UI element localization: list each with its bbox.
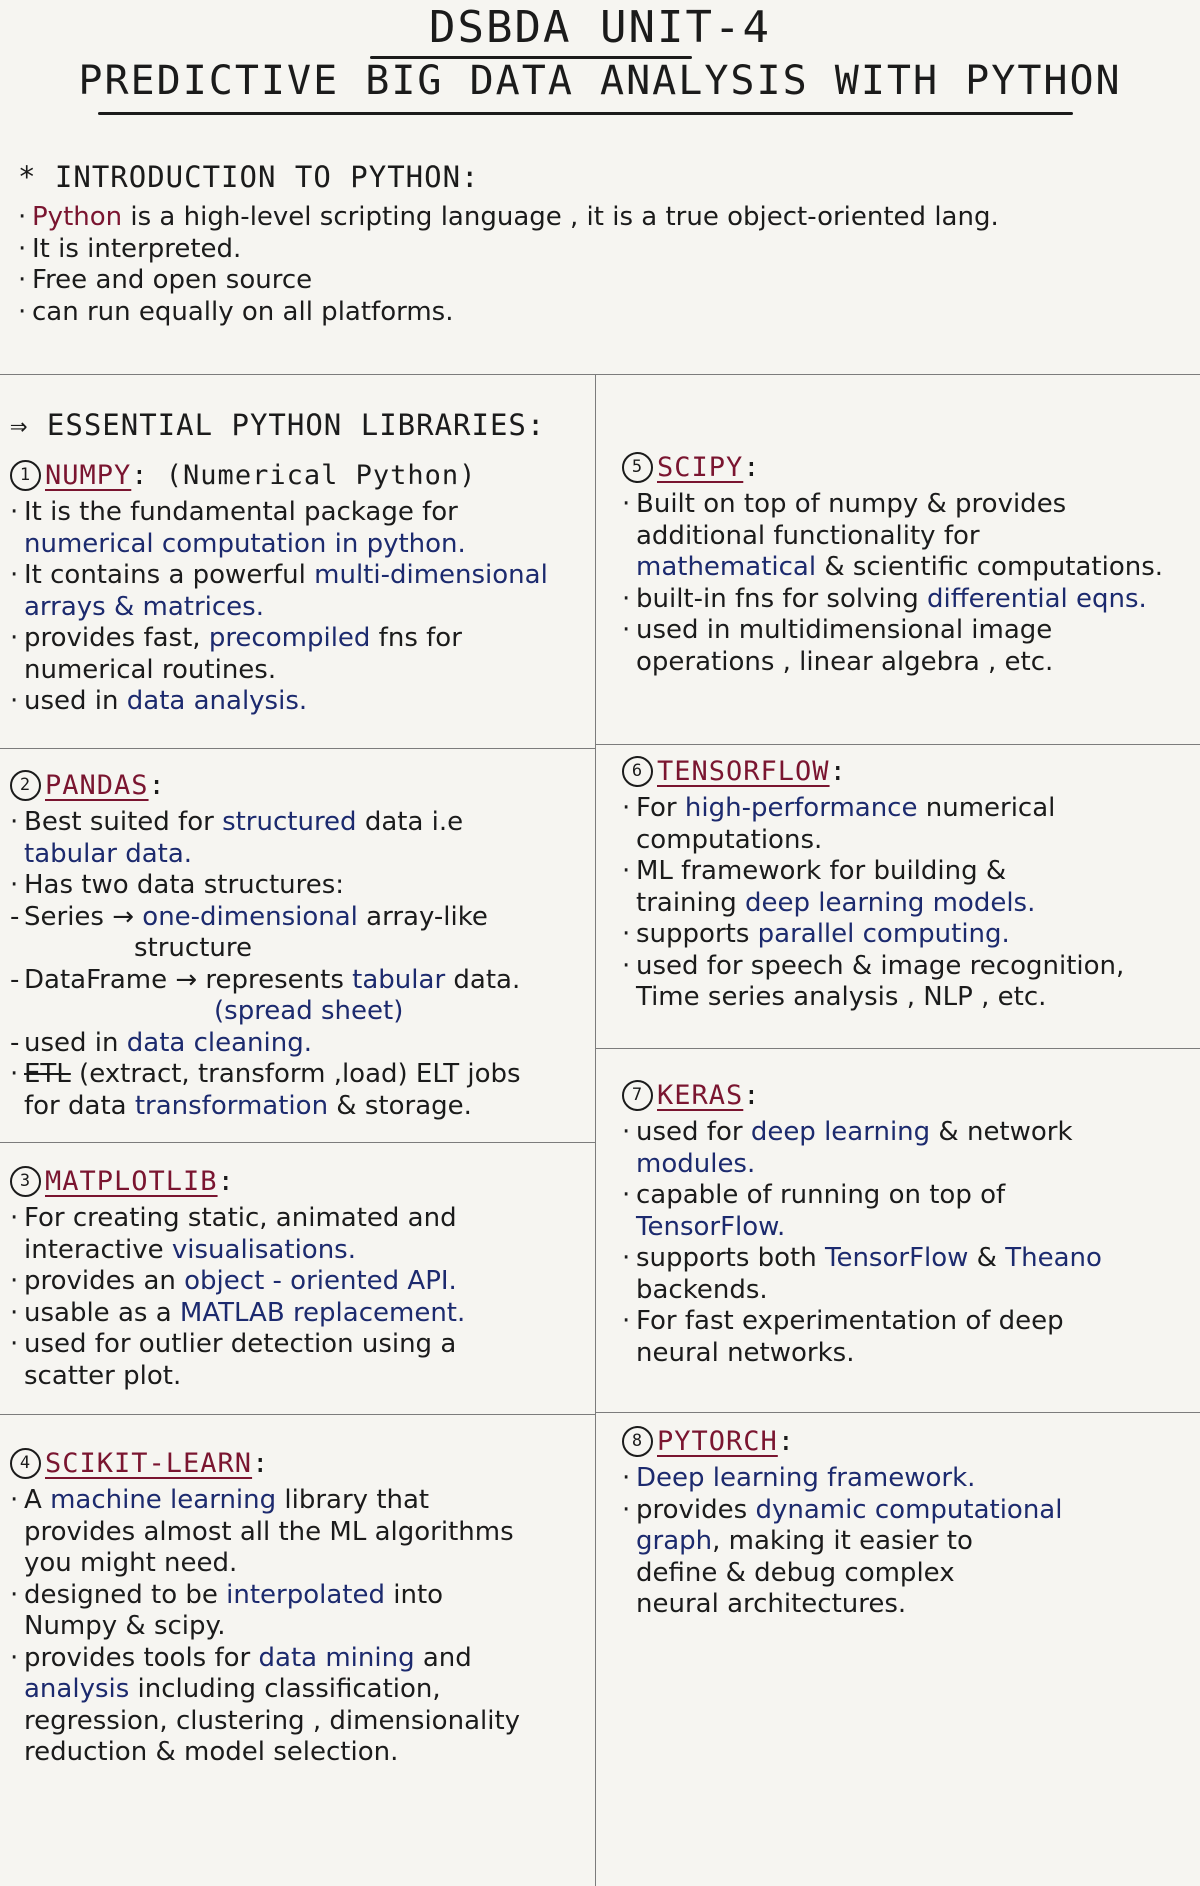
pytorch-point: · provides dynamic computational graph, making it easier to define & debug complex neural architectures. (622, 1495, 1192, 1621)
cell-divider (0, 1142, 595, 1143)
cell-divider (595, 1412, 1200, 1413)
unit-title: DSBDA UNIT-4 (429, 2, 771, 53)
scipy-heading: 5 SCIPY: (622, 452, 1192, 483)
intro-point: · Python is a high-level scripting language , it is a true object-oriented lang. (18, 202, 1188, 234)
matplotlib-title: MATPLOTLIB (45, 1166, 218, 1197)
keras-point: · used for deep learning & network modules. (622, 1117, 1192, 1180)
sklearn-heading: 4 SCIKIT-LEARN: (10, 1448, 590, 1479)
numpy-card (10, 460, 590, 718)
matplotlib-point: · used for outlier detection using a scatter plot. (10, 1329, 590, 1392)
number-badge: 2 (10, 770, 41, 801)
keras-title: KERAS (657, 1080, 744, 1111)
libraries-heading: ⇒ ESSENTIAL PYTHON LIBRARIES: (10, 408, 546, 442)
scipy-card (622, 452, 1192, 678)
matplotlib-card (10, 1166, 590, 1392)
number-badge: 7 (622, 1080, 653, 1111)
keras-point: · supports both TensorFlow & Theano backends. (622, 1243, 1192, 1306)
intro-heading: * INTRODUCTION TO PYTHON: (18, 160, 480, 194)
sklearn-point: · A machine learning library that provides almost all the ML algorithms you might need. (10, 1485, 590, 1580)
numpy-point: · It is the fundamental package for numerical computation in python. (10, 497, 590, 560)
sklearn-title: SCIKIT-LEARN (45, 1448, 253, 1479)
numpy-heading (10, 460, 590, 491)
cell-divider (595, 1048, 1200, 1049)
cell-divider (595, 744, 1200, 745)
cell-divider (0, 748, 595, 749)
numpy-point: · used in data analysis. (10, 686, 590, 718)
tensorflow-heading: 6 TENSORFLOW: (622, 756, 1192, 787)
intro-point: · can run equally on all platforms. (18, 297, 1188, 329)
sklearn-card (10, 1448, 590, 1769)
matplotlib-heading: 3 MATPLOTLIB: (10, 1166, 590, 1197)
tensorflow-point: · used for speech & image recognition, Time series analysis , NLP , etc. (622, 951, 1192, 1014)
number-badge: 1 (10, 460, 41, 491)
number-badge: 8 (622, 1426, 653, 1457)
keras-card (622, 1080, 1192, 1369)
pandas-point: - Series → one-dimensional array-like structure (10, 902, 590, 965)
numpy-subtitle: : (Numerical Python) (131, 460, 477, 491)
scipy-title: SCIPY (657, 452, 744, 483)
pandas-point: · Has two data structures: (10, 870, 590, 902)
matplotlib-point: · For creating static, animated and interactive visualisations. (10, 1203, 590, 1266)
keras-heading: 7 KERAS: (622, 1080, 1192, 1111)
number-badge: 6 (622, 756, 653, 787)
tensorflow-point: · supports parallel computing. (622, 919, 1192, 951)
sklearn-point: · provides tools for data mining and analysis including classification, regression, clustering , dimensionality reduction & model selection. (10, 1643, 590, 1769)
pytorch-point: · Deep learning framework. (622, 1463, 1192, 1495)
number-badge: 3 (10, 1166, 41, 1197)
pandas-heading: 2 PANDAS: (10, 770, 590, 801)
pytorch-card (622, 1426, 1192, 1621)
pytorch-heading: 8 PYTORCH: (622, 1426, 1192, 1457)
sklearn-point: · designed to be interpolated into Numpy & scipy. (10, 1580, 590, 1643)
pandas-point: · ETL (extract, transform ,load) ELT jobs for data transformation & storage. (10, 1059, 590, 1122)
pandas-point: - used in data cleaning. (10, 1028, 590, 1060)
scipy-point: · used in multidimensional image operations , linear algebra , etc. (622, 615, 1192, 678)
pandas-point: - DataFrame → represents tabular data. (spread sheet) (10, 965, 590, 1028)
pandas-card (10, 770, 590, 1122)
number-badge: 4 (10, 1448, 41, 1479)
scipy-point: · Built on top of numpy & provides additional functionality for mathematical & scientific computations. (622, 489, 1192, 584)
intro-section (18, 160, 1188, 328)
page-title: PREDICTIVE BIG DATA ANALYSIS WITH PYTHON (78, 58, 1122, 104)
page-title-underline (98, 112, 1073, 115)
number-badge: 5 (622, 452, 653, 483)
intro-point: · It is interpreted. (18, 234, 1188, 266)
keras-point: · For fast experimentation of deep neural networks. (622, 1306, 1192, 1369)
pytorch-title: PYTORCH (657, 1426, 778, 1457)
tensorflow-point: · ML framework for building & training deep learning models. (622, 856, 1192, 919)
scipy-point: · built-in fns for solving differential eqns. (622, 584, 1192, 616)
section-divider (0, 374, 1200, 375)
column-divider (595, 374, 596, 1886)
libraries-heading-block (10, 408, 545, 442)
matplotlib-point: · usable as a MATLAB replacement. (10, 1298, 590, 1330)
tensorflow-point: · For high-performance numerical computations. (622, 793, 1192, 856)
pandas-point: · Best suited for structured data i.e tabular data. (10, 807, 590, 870)
numpy-title: NUMPY (45, 460, 132, 491)
numpy-point: · provides fast, precompiled fns for numerical routines. (10, 623, 590, 686)
intro-point: · Free and open source (18, 265, 1188, 297)
tensorflow-card (622, 756, 1192, 1014)
cell-divider (0, 1414, 595, 1415)
matplotlib-point: · provides an object - oriented API. (10, 1266, 590, 1298)
keras-point: · capable of running on top of TensorFlow. (622, 1180, 1192, 1243)
pandas-title: PANDAS (45, 770, 149, 801)
tensorflow-title: TENSORFLOW (657, 756, 830, 787)
numpy-point: · It contains a powerful multi-dimensional arrays & matrices. (10, 560, 590, 623)
